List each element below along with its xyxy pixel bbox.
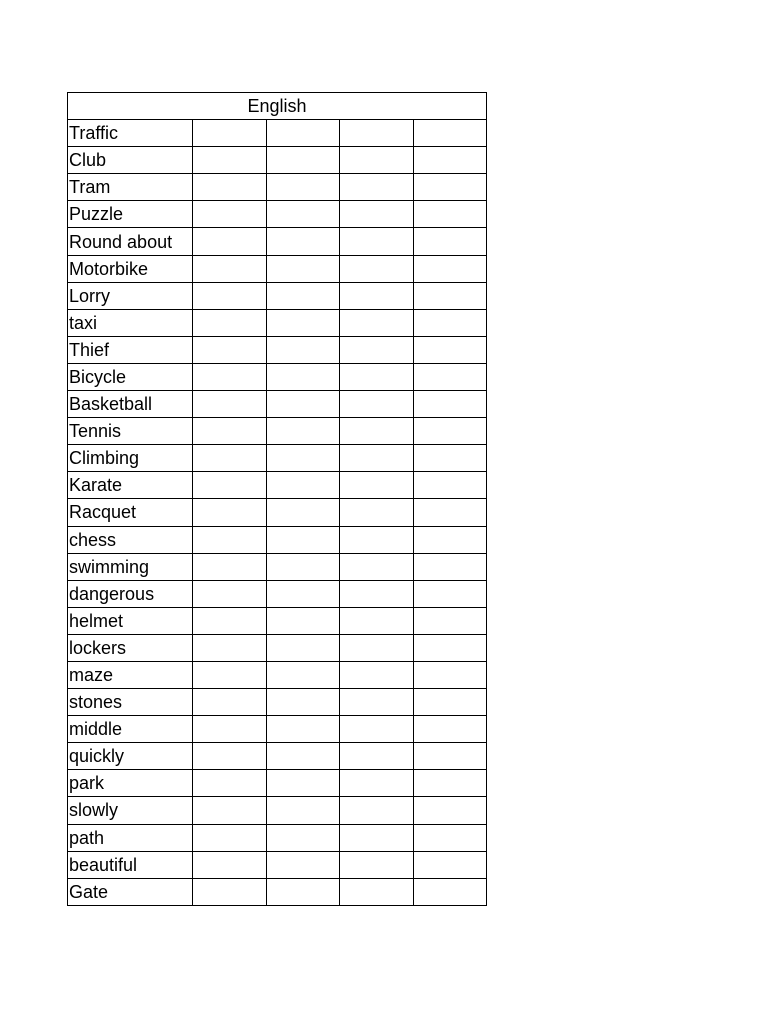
blank-cell[interactable] xyxy=(193,282,267,309)
blank-cell[interactable] xyxy=(266,255,340,282)
table-row xyxy=(68,282,487,309)
table-row xyxy=(68,336,487,363)
table-row xyxy=(68,607,487,634)
table-row xyxy=(68,309,487,336)
blank-cell[interactable] xyxy=(193,499,267,526)
word-cell: maze xyxy=(68,661,193,688)
word-cell: Tram xyxy=(68,174,193,201)
word-cell: helmet xyxy=(68,607,193,634)
word-cell: Thief xyxy=(68,336,193,363)
blank-cell[interactable] xyxy=(413,824,487,851)
table-row xyxy=(68,201,487,228)
blank-cell[interactable] xyxy=(413,526,487,553)
table-row xyxy=(68,661,487,688)
blank-cell[interactable] xyxy=(266,553,340,580)
table-row xyxy=(68,391,487,418)
blank-cell[interactable] xyxy=(193,689,267,716)
blank-cell[interactable] xyxy=(193,174,267,201)
blank-cell[interactable] xyxy=(193,743,267,770)
blank-cell[interactable] xyxy=(340,445,414,472)
blank-cell[interactable] xyxy=(266,716,340,743)
blank-cell[interactable] xyxy=(340,147,414,174)
word-cell: quickly xyxy=(68,743,193,770)
blank-cell[interactable] xyxy=(413,445,487,472)
word-cell: Gate xyxy=(68,878,193,905)
blank-cell[interactable] xyxy=(340,499,414,526)
word-cell: Puzzle xyxy=(68,201,193,228)
blank-cell[interactable] xyxy=(413,661,487,688)
blank-cell[interactable] xyxy=(340,391,414,418)
word-cell: Bicycle xyxy=(68,363,193,390)
blank-cell[interactable] xyxy=(340,661,414,688)
blank-cell[interactable] xyxy=(193,120,267,147)
blank-cell[interactable] xyxy=(340,634,414,661)
table-row xyxy=(68,824,487,851)
blank-cell[interactable] xyxy=(193,363,267,390)
blank-cell[interactable] xyxy=(266,120,340,147)
blank-cell[interactable] xyxy=(193,824,267,851)
table-row xyxy=(68,716,487,743)
blank-cell[interactable] xyxy=(340,824,414,851)
blank-cell[interactable] xyxy=(193,878,267,905)
blank-cell[interactable] xyxy=(413,499,487,526)
blank-cell[interactable] xyxy=(266,743,340,770)
blank-cell[interactable] xyxy=(413,391,487,418)
blank-cell[interactable] xyxy=(340,336,414,363)
word-cell: Tennis xyxy=(68,418,193,445)
blank-cell[interactable] xyxy=(413,228,487,255)
table-row xyxy=(68,228,487,255)
blank-cell[interactable] xyxy=(266,472,340,499)
blank-cell[interactable] xyxy=(266,201,340,228)
table-row xyxy=(68,418,487,445)
blank-cell[interactable] xyxy=(413,363,487,390)
blank-cell[interactable] xyxy=(340,309,414,336)
blank-cell[interactable] xyxy=(340,797,414,824)
blank-cell[interactable] xyxy=(266,689,340,716)
word-cell: slowly xyxy=(68,797,193,824)
word-cell: Racquet xyxy=(68,499,193,526)
blank-cell[interactable] xyxy=(193,418,267,445)
word-cell: Traffic xyxy=(68,120,193,147)
header-row xyxy=(68,93,487,120)
blank-cell[interactable] xyxy=(413,634,487,661)
blank-cell[interactable] xyxy=(340,418,414,445)
blank-cell[interactable] xyxy=(193,336,267,363)
table-row xyxy=(68,255,487,282)
word-cell: path xyxy=(68,824,193,851)
blank-cell[interactable] xyxy=(340,553,414,580)
table-row xyxy=(68,147,487,174)
blank-cell[interactable] xyxy=(340,201,414,228)
blank-cell[interactable] xyxy=(413,851,487,878)
blank-cell[interactable] xyxy=(413,472,487,499)
blank-cell[interactable] xyxy=(413,255,487,282)
blank-cell[interactable] xyxy=(266,580,340,607)
table-row xyxy=(68,797,487,824)
word-cell: park xyxy=(68,770,193,797)
vocabulary-table xyxy=(67,92,487,906)
table-row xyxy=(68,634,487,661)
blank-cell[interactable] xyxy=(413,418,487,445)
blank-cell[interactable] xyxy=(413,607,487,634)
blank-cell[interactable] xyxy=(413,743,487,770)
word-cell: swimming xyxy=(68,553,193,580)
blank-cell[interactable] xyxy=(193,716,267,743)
table-row xyxy=(68,120,487,147)
blank-cell[interactable] xyxy=(413,878,487,905)
word-cell: Round about xyxy=(68,228,193,255)
word-cell: stones xyxy=(68,689,193,716)
blank-cell[interactable] xyxy=(340,174,414,201)
word-cell: taxi xyxy=(68,309,193,336)
blank-cell[interactable] xyxy=(413,553,487,580)
table-row xyxy=(68,878,487,905)
word-cell: middle xyxy=(68,716,193,743)
blank-cell[interactable] xyxy=(340,607,414,634)
blank-cell[interactable] xyxy=(340,472,414,499)
blank-cell[interactable] xyxy=(193,634,267,661)
blank-cell[interactable] xyxy=(266,607,340,634)
blank-cell[interactable] xyxy=(266,526,340,553)
blank-cell[interactable] xyxy=(266,336,340,363)
blank-cell[interactable] xyxy=(340,770,414,797)
blank-cell[interactable] xyxy=(266,851,340,878)
blank-cell[interactable] xyxy=(413,716,487,743)
blank-cell[interactable] xyxy=(193,770,267,797)
word-cell: chess xyxy=(68,526,193,553)
blank-cell[interactable] xyxy=(193,607,267,634)
blank-cell[interactable] xyxy=(413,147,487,174)
blank-cell[interactable] xyxy=(193,661,267,688)
blank-cell[interactable] xyxy=(266,499,340,526)
blank-cell[interactable] xyxy=(266,391,340,418)
blank-cell[interactable] xyxy=(193,851,267,878)
table-row xyxy=(68,526,487,553)
word-cell: Climbing xyxy=(68,445,193,472)
blank-cell[interactable] xyxy=(193,228,267,255)
table-row xyxy=(68,770,487,797)
blank-cell[interactable] xyxy=(193,553,267,580)
blank-cell[interactable] xyxy=(193,580,267,607)
word-cell: Lorry xyxy=(68,282,193,309)
blank-cell[interactable] xyxy=(266,445,340,472)
table-row xyxy=(68,499,487,526)
blank-cell[interactable] xyxy=(413,309,487,336)
blank-cell[interactable] xyxy=(193,255,267,282)
table-row xyxy=(68,580,487,607)
word-cell: dangerous xyxy=(68,580,193,607)
blank-cell[interactable] xyxy=(340,228,414,255)
table-row xyxy=(68,445,487,472)
blank-cell[interactable] xyxy=(266,418,340,445)
word-cell: Motorbike xyxy=(68,255,193,282)
blank-cell[interactable] xyxy=(340,689,414,716)
word-cell: Karate xyxy=(68,472,193,499)
blank-cell[interactable] xyxy=(266,147,340,174)
blank-cell[interactable] xyxy=(413,580,487,607)
blank-cell[interactable] xyxy=(413,770,487,797)
blank-cell[interactable] xyxy=(340,363,414,390)
blank-cell[interactable] xyxy=(413,174,487,201)
blank-cell[interactable] xyxy=(193,147,267,174)
blank-cell[interactable] xyxy=(340,580,414,607)
blank-cell[interactable] xyxy=(266,363,340,390)
table-row xyxy=(68,743,487,770)
blank-cell[interactable] xyxy=(266,770,340,797)
table-row xyxy=(68,363,487,390)
blank-cell[interactable] xyxy=(266,661,340,688)
blank-cell[interactable] xyxy=(413,120,487,147)
blank-cell[interactable] xyxy=(266,878,340,905)
blank-cell[interactable] xyxy=(193,472,267,499)
blank-cell[interactable] xyxy=(193,797,267,824)
word-cell: Basketball xyxy=(68,391,193,418)
blank-cell[interactable] xyxy=(413,201,487,228)
blank-cell[interactable] xyxy=(340,526,414,553)
table-row xyxy=(68,553,487,580)
blank-cell[interactable] xyxy=(340,878,414,905)
blank-cell[interactable] xyxy=(413,282,487,309)
word-cell: lockers xyxy=(68,634,193,661)
blank-cell[interactable] xyxy=(266,282,340,309)
blank-cell[interactable] xyxy=(340,255,414,282)
word-cell: beautiful xyxy=(68,851,193,878)
blank-cell[interactable] xyxy=(340,743,414,770)
table-title: English xyxy=(68,93,487,120)
table-row xyxy=(68,851,487,878)
blank-cell[interactable] xyxy=(413,797,487,824)
blank-cell[interactable] xyxy=(193,445,267,472)
table-row xyxy=(68,689,487,716)
blank-cell[interactable] xyxy=(193,309,267,336)
blank-cell[interactable] xyxy=(266,228,340,255)
blank-cell[interactable] xyxy=(340,120,414,147)
table-row xyxy=(68,174,487,201)
table-row xyxy=(68,472,487,499)
blank-cell[interactable] xyxy=(340,851,414,878)
blank-cell[interactable] xyxy=(340,282,414,309)
blank-cell[interactable] xyxy=(193,201,267,228)
blank-cell[interactable] xyxy=(413,689,487,716)
blank-cell[interactable] xyxy=(193,526,267,553)
blank-cell[interactable] xyxy=(266,309,340,336)
blank-cell[interactable] xyxy=(266,634,340,661)
blank-cell[interactable] xyxy=(340,716,414,743)
blank-cell[interactable] xyxy=(266,824,340,851)
blank-cell[interactable] xyxy=(413,336,487,363)
word-cell: Club xyxy=(68,147,193,174)
blank-cell[interactable] xyxy=(193,391,267,418)
blank-cell[interactable] xyxy=(266,174,340,201)
blank-cell[interactable] xyxy=(266,797,340,824)
